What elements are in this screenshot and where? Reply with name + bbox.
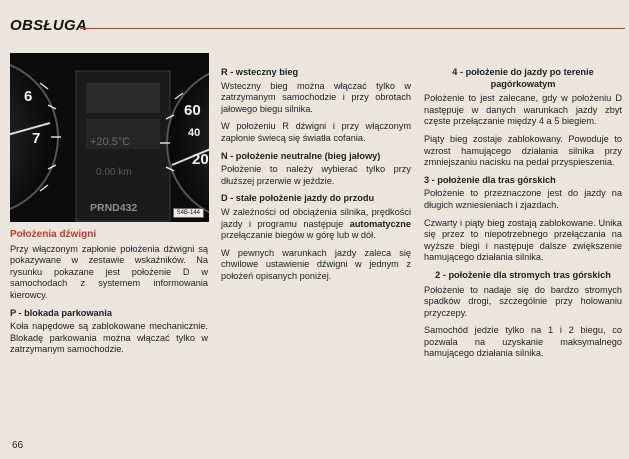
right-dial [167, 65, 209, 221]
column-2 [221, 67, 411, 289]
r-paragraph-1: Wsteczny bieg można włączać tylko w zatrzymanym samochodzie i przy obrotach jałowego biegu silnika. [221, 80, 411, 114]
d-paragraph-2: W pewnych warunkach jazdy zaleca się chwilowe ustawienie dźwigni w jednym z położeń opisanych poniżej. [221, 247, 411, 281]
pos2-paragraph-2: Samochód jedzie tylko na 1 i 2 biegu, co pozwala na uzyskanie maksymalnego hamującego działania silnika. [424, 325, 622, 359]
intro-paragraph: Przy włączonym zapłonie położenia dźwigni są pokazywane w zestawie wskaźników. Na rysunku pokazane jest położenie D w samochodach z systemem informowania kierowcy. [10, 243, 208, 300]
column-1 [10, 229, 208, 362]
dial-number-6: 6 [24, 88, 33, 105]
r-paragraph-2: W położeniu R dźwigni i przy włączonym zapłonie świecą się światła cofania. [221, 121, 411, 143]
p-paragraph: Koła napędowe są zablokowane mechanicznie. Blokadę parkowania można włączać tylko w zatrzymanym samochodzie. [10, 321, 208, 355]
pos3-paragraph-1: Położenie to przeznaczone jest do jazdy na długich wzniesieniach i zjazdach. [424, 188, 622, 210]
dial-number-60: 60 [184, 102, 201, 119]
column-3 [424, 67, 622, 366]
section-heading: Położenia dźwigni [10, 229, 97, 240]
instrument-cluster-figure [10, 53, 209, 222]
pos4-paragraph-1: Położenie to jest zalecane, gdy w położeniu D następuje w danych warunkach jazdy zbyt częste przełączanie między 4 a 5 biegiem. [424, 93, 622, 127]
p-heading: P - blokada parkowania [10, 307, 112, 318]
section-title: OBSŁUGA [10, 17, 88, 34]
page-number: 66 [12, 440, 24, 451]
display-temperature: +20.5°C [90, 136, 131, 148]
gear-indicator: PRND432 [90, 202, 138, 214]
pos2-paragraph-1: Położenie to nadaje się do bardzo stromych spadków drogi, szczególnie przy holowaniu przyczepy. [424, 284, 622, 318]
d-text-post: przełączanie biegów w górę lub w dół. [221, 230, 376, 241]
pos2-heading: 2 - położenie dla stromych tras górskich [435, 269, 611, 280]
pos4-paragraph-2: Piąty bieg zostaje zablokowany. Powoduje to wzrost hamującego działania silnika przy zmniejszaniu nacisku na pedał przyspieszenia. [424, 133, 622, 168]
display-odometer: 0.00 km [96, 167, 132, 178]
n-paragraph: Położenie to należy wybierać tylko przy dłuższej przerwie w jeździe. [221, 164, 411, 186]
dial-number-20: 20 [192, 151, 209, 168]
dial-number-7: 7 [32, 130, 41, 147]
r-heading: R - wsteczny bieg [221, 67, 299, 77]
header-rule [80, 28, 625, 29]
cluster-drawing [10, 53, 209, 222]
pos4-heading: 4 - położenie do jazdy po terenie pagórkowatym [452, 67, 594, 89]
pos3-heading: 3 - położenie dla tras górskich [424, 174, 556, 185]
d-heading: D - stałe położenie jazdy do przodu [221, 193, 375, 204]
figure-code: S4B-144 [173, 208, 204, 218]
n-heading: N - położenie neutralne (bieg jałowy) [221, 150, 381, 161]
d-text-pre: W zależności od obciążenia silnika, prędkości jazdy i programu następuje [221, 206, 411, 229]
pos3-paragraph-2: Czwarty i piąty bieg zostają zablokowane. Unika się przez to niepotrzebnego przełączania na wyższe biegi i następuje dalsze zwiększenie hamującego działania silnika. [424, 217, 622, 263]
d-text-bold: automatyczne [349, 218, 411, 229]
dial-number-40: 40 [188, 127, 201, 139]
d-paragraph-1 [221, 207, 411, 242]
